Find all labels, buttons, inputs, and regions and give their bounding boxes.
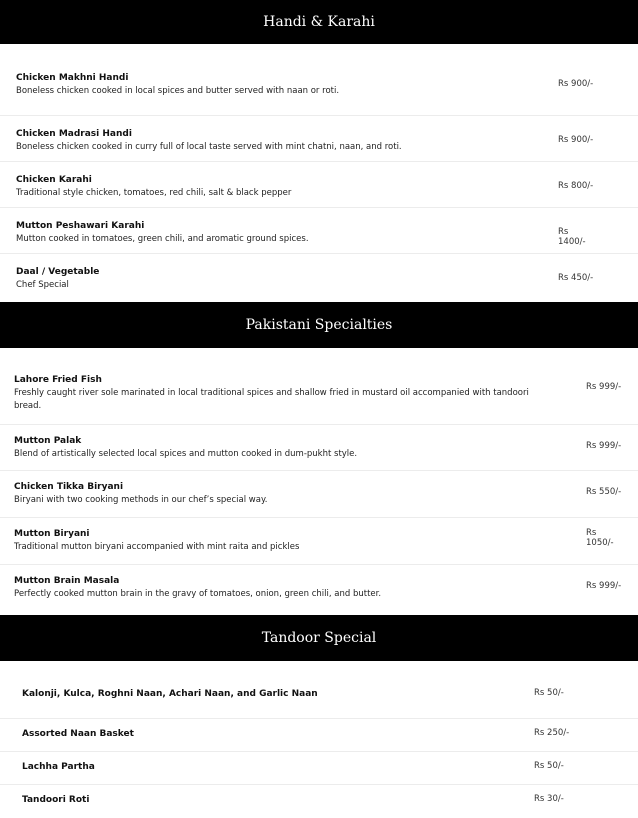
item-price: Rs 999/- [586,581,622,591]
item-description: Biryani with two cooking methods in our chef’s special way. [14,495,268,505]
menu-item [0,785,638,818]
section-title: Tandoor Special [261,630,377,646]
menu-item [0,471,638,518]
item-price: Rs 50/- [534,688,564,698]
menu-list [0,44,638,302]
item-price: Rs 250/- [534,728,570,738]
item-price: Rs 800/- [558,181,594,191]
menu-item [0,518,638,565]
item-name: Chicken Karahi [16,175,92,185]
item-name: Chicken Madrasi Handi [16,129,132,139]
menu-item [0,719,638,752]
item-price: Rs 30/- [534,794,564,804]
menu-item [0,425,638,471]
item-price: Rs 900/- [558,135,594,145]
menu-item [0,686,638,719]
item-description: Chef Special [16,280,69,290]
item-description: Traditional mutton biryani accompanied with mint raita and pickles [14,542,300,552]
menu-item [0,162,638,208]
item-price: Rs 50/- [534,761,564,771]
menu-item [0,254,638,302]
item-name: Kalonji, Kulca, Roghni Naan, Achari Naan, and Garlic Naan [22,689,318,699]
section-header [0,0,638,44]
item-name: Mutton Peshawari Karahi [16,221,145,231]
section-header [0,615,638,661]
menu-list [0,348,638,615]
item-price: Rs 999/- [586,441,622,451]
section-header [0,302,638,348]
item-description: Blend of artistically selected local spices and mutton cooked in dum-pukht style. [14,449,358,459]
item-description: Mutton cooked in tomatoes, green chili, and aromatic ground spices. [16,234,309,244]
section-title: Pakistani Specialties [245,317,393,333]
item-name: Mutton Brain Masala [14,576,120,586]
item-price: Rs 450/- [558,273,594,283]
item-price: Rs 1400/- [558,227,586,247]
item-name: Chicken Tikka Biryani [14,482,124,492]
item-description: Freshly caught river sole marinated in local traditional spices and shallow fried in mustard oil accompanied with tandoori bread. [14,388,529,411]
menu-item [0,208,638,254]
section-tandoor-special [0,615,638,818]
menu-item [0,374,638,425]
section-handi-karahi [0,0,638,302]
menu-item [0,752,638,785]
item-name: Assorted Naan Basket [22,729,134,739]
menu-list [0,661,638,818]
item-price: Rs 550/- [586,487,622,497]
item-description: Boneless chicken cooked in local spices and butter served with naan or roti. [16,86,340,96]
item-description: Traditional style chicken, tomatoes, red chili, salt & black pepper [16,188,292,198]
item-price: Rs 999/- [586,382,622,392]
item-name: Lachha Partha [22,762,95,772]
item-name: Mutton Biryani [14,529,90,539]
item-price: Rs 1050/- [586,528,614,548]
menu-item [0,565,638,615]
menu-item [0,116,638,162]
item-name: Mutton Palak [14,436,82,446]
section-title: Handi & Karahi [263,14,375,30]
item-price: Rs 900/- [558,79,594,89]
section-pakistani-specialties [0,302,638,615]
item-name: Chicken Makhni Handi [16,73,129,83]
item-name: Lahore Fried Fish [14,375,102,385]
item-description: Boneless chicken cooked in curry full of local taste served with mint chatni, naan, and roti. [16,142,402,152]
item-description: Perfectly cooked mutton brain in the gravy of tomatoes, onion, green chili, and butter. [14,589,382,599]
menu-item [0,70,638,116]
item-name: Daal / Vegetable [16,267,100,277]
item-name: Tandoori Roti [22,795,90,805]
